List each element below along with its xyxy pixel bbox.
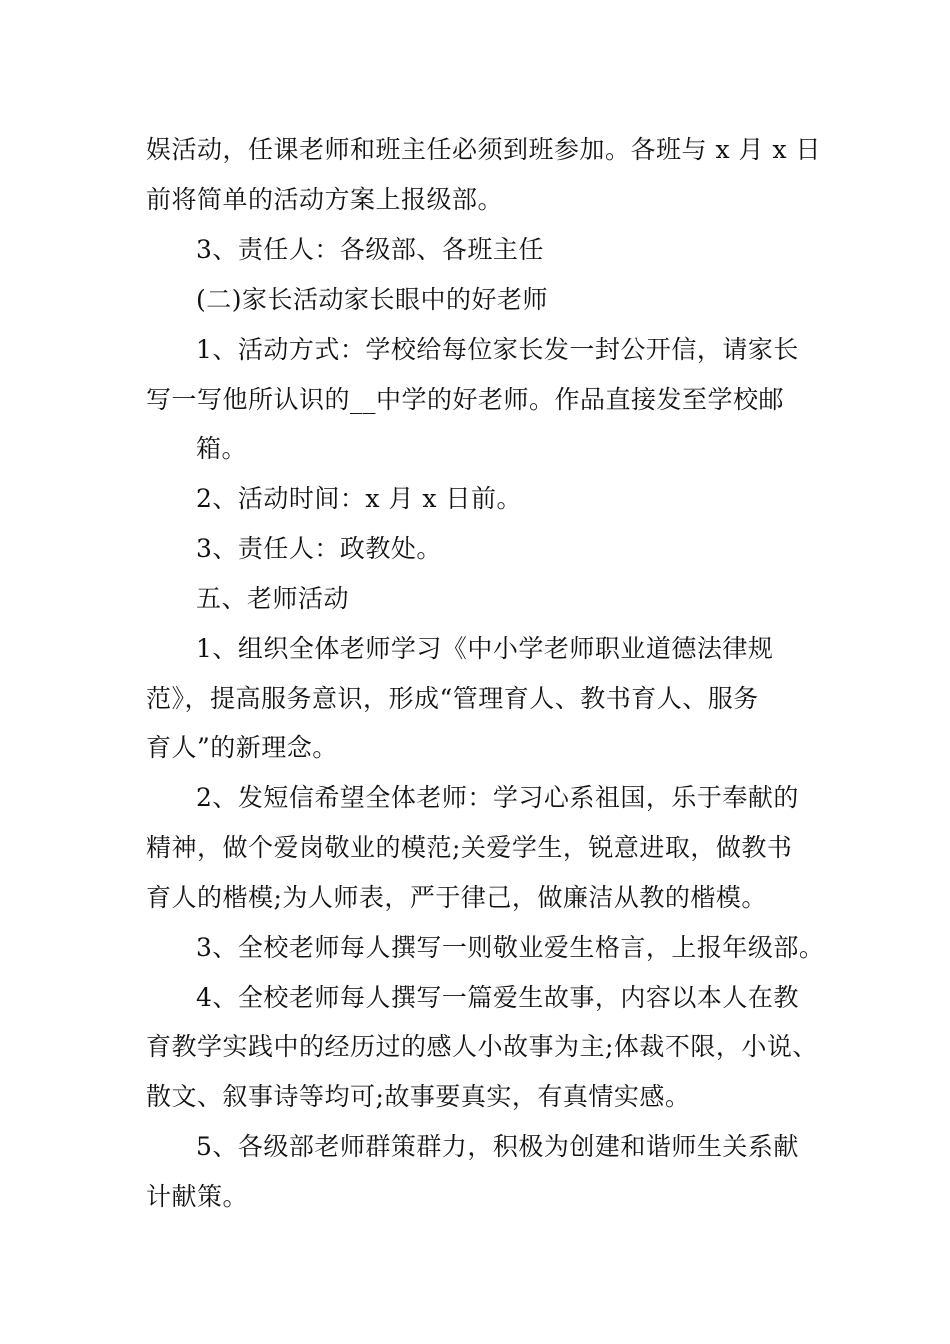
text-line: 5、各级部老师群策群力，积极为创建和谐师生关系献	[196, 1132, 799, 1161]
text-line: 育人”的新理念。	[146, 733, 338, 762]
text-line: 2、发短信希望全体老师：学习心系祖国，乐于奉献的	[196, 783, 799, 812]
text-line: 箱。	[196, 434, 248, 463]
text-line: 精神，做个爱岗敬业的模范;关爱学生，锐意进取，做教书	[146, 833, 793, 862]
text-line: 育教学实践中的经历过的感人小故事为主;体裁不限，小说、	[146, 1032, 818, 1061]
text-line: 计献策。	[146, 1182, 249, 1211]
text-line: 前将简单的活动方案上报级部。	[146, 185, 504, 214]
text-line: 1、活动方式：学校给每位家长发一封公开信，请家长	[196, 335, 799, 364]
text-line: 2、活动时间：x 月 x 日前。	[196, 484, 522, 513]
section-heading: (二)家长活动家长眼中的好老师	[196, 285, 549, 314]
section-heading: 五、老师活动	[196, 584, 350, 613]
text-line: 3、全校老师每人撰写一则敬业爱生格言，上报年级部。	[196, 933, 825, 962]
text-line: 范》，提高服务意识，形成“管理育人、教书育人、服务	[146, 684, 759, 713]
text-line: 3、责任人：各级部、各班主任	[196, 235, 544, 264]
text-line: 育人的楷模;为人师表，严于律己，做廉洁从教的楷模。	[146, 883, 767, 912]
text-line: 散文、叙事诗等均可;故事要真实，有真情实感。	[146, 1082, 691, 1111]
text-line: 1、组织全体老师学习《中小学老师职业道德法律规	[196, 634, 774, 663]
text-line: 4、全校老师每人撰写一篇爱生故事，内容以本人在教	[196, 983, 799, 1012]
text-line: 3、责任人：政教处。	[196, 534, 442, 563]
text-line: 娱活动，任课老师和班主任必须到班参加。各班与 x 月 x 日	[146, 135, 821, 164]
text-line: 写一写他所认识的__中学的好老师。作品直接发至学校邮	[146, 385, 785, 414]
